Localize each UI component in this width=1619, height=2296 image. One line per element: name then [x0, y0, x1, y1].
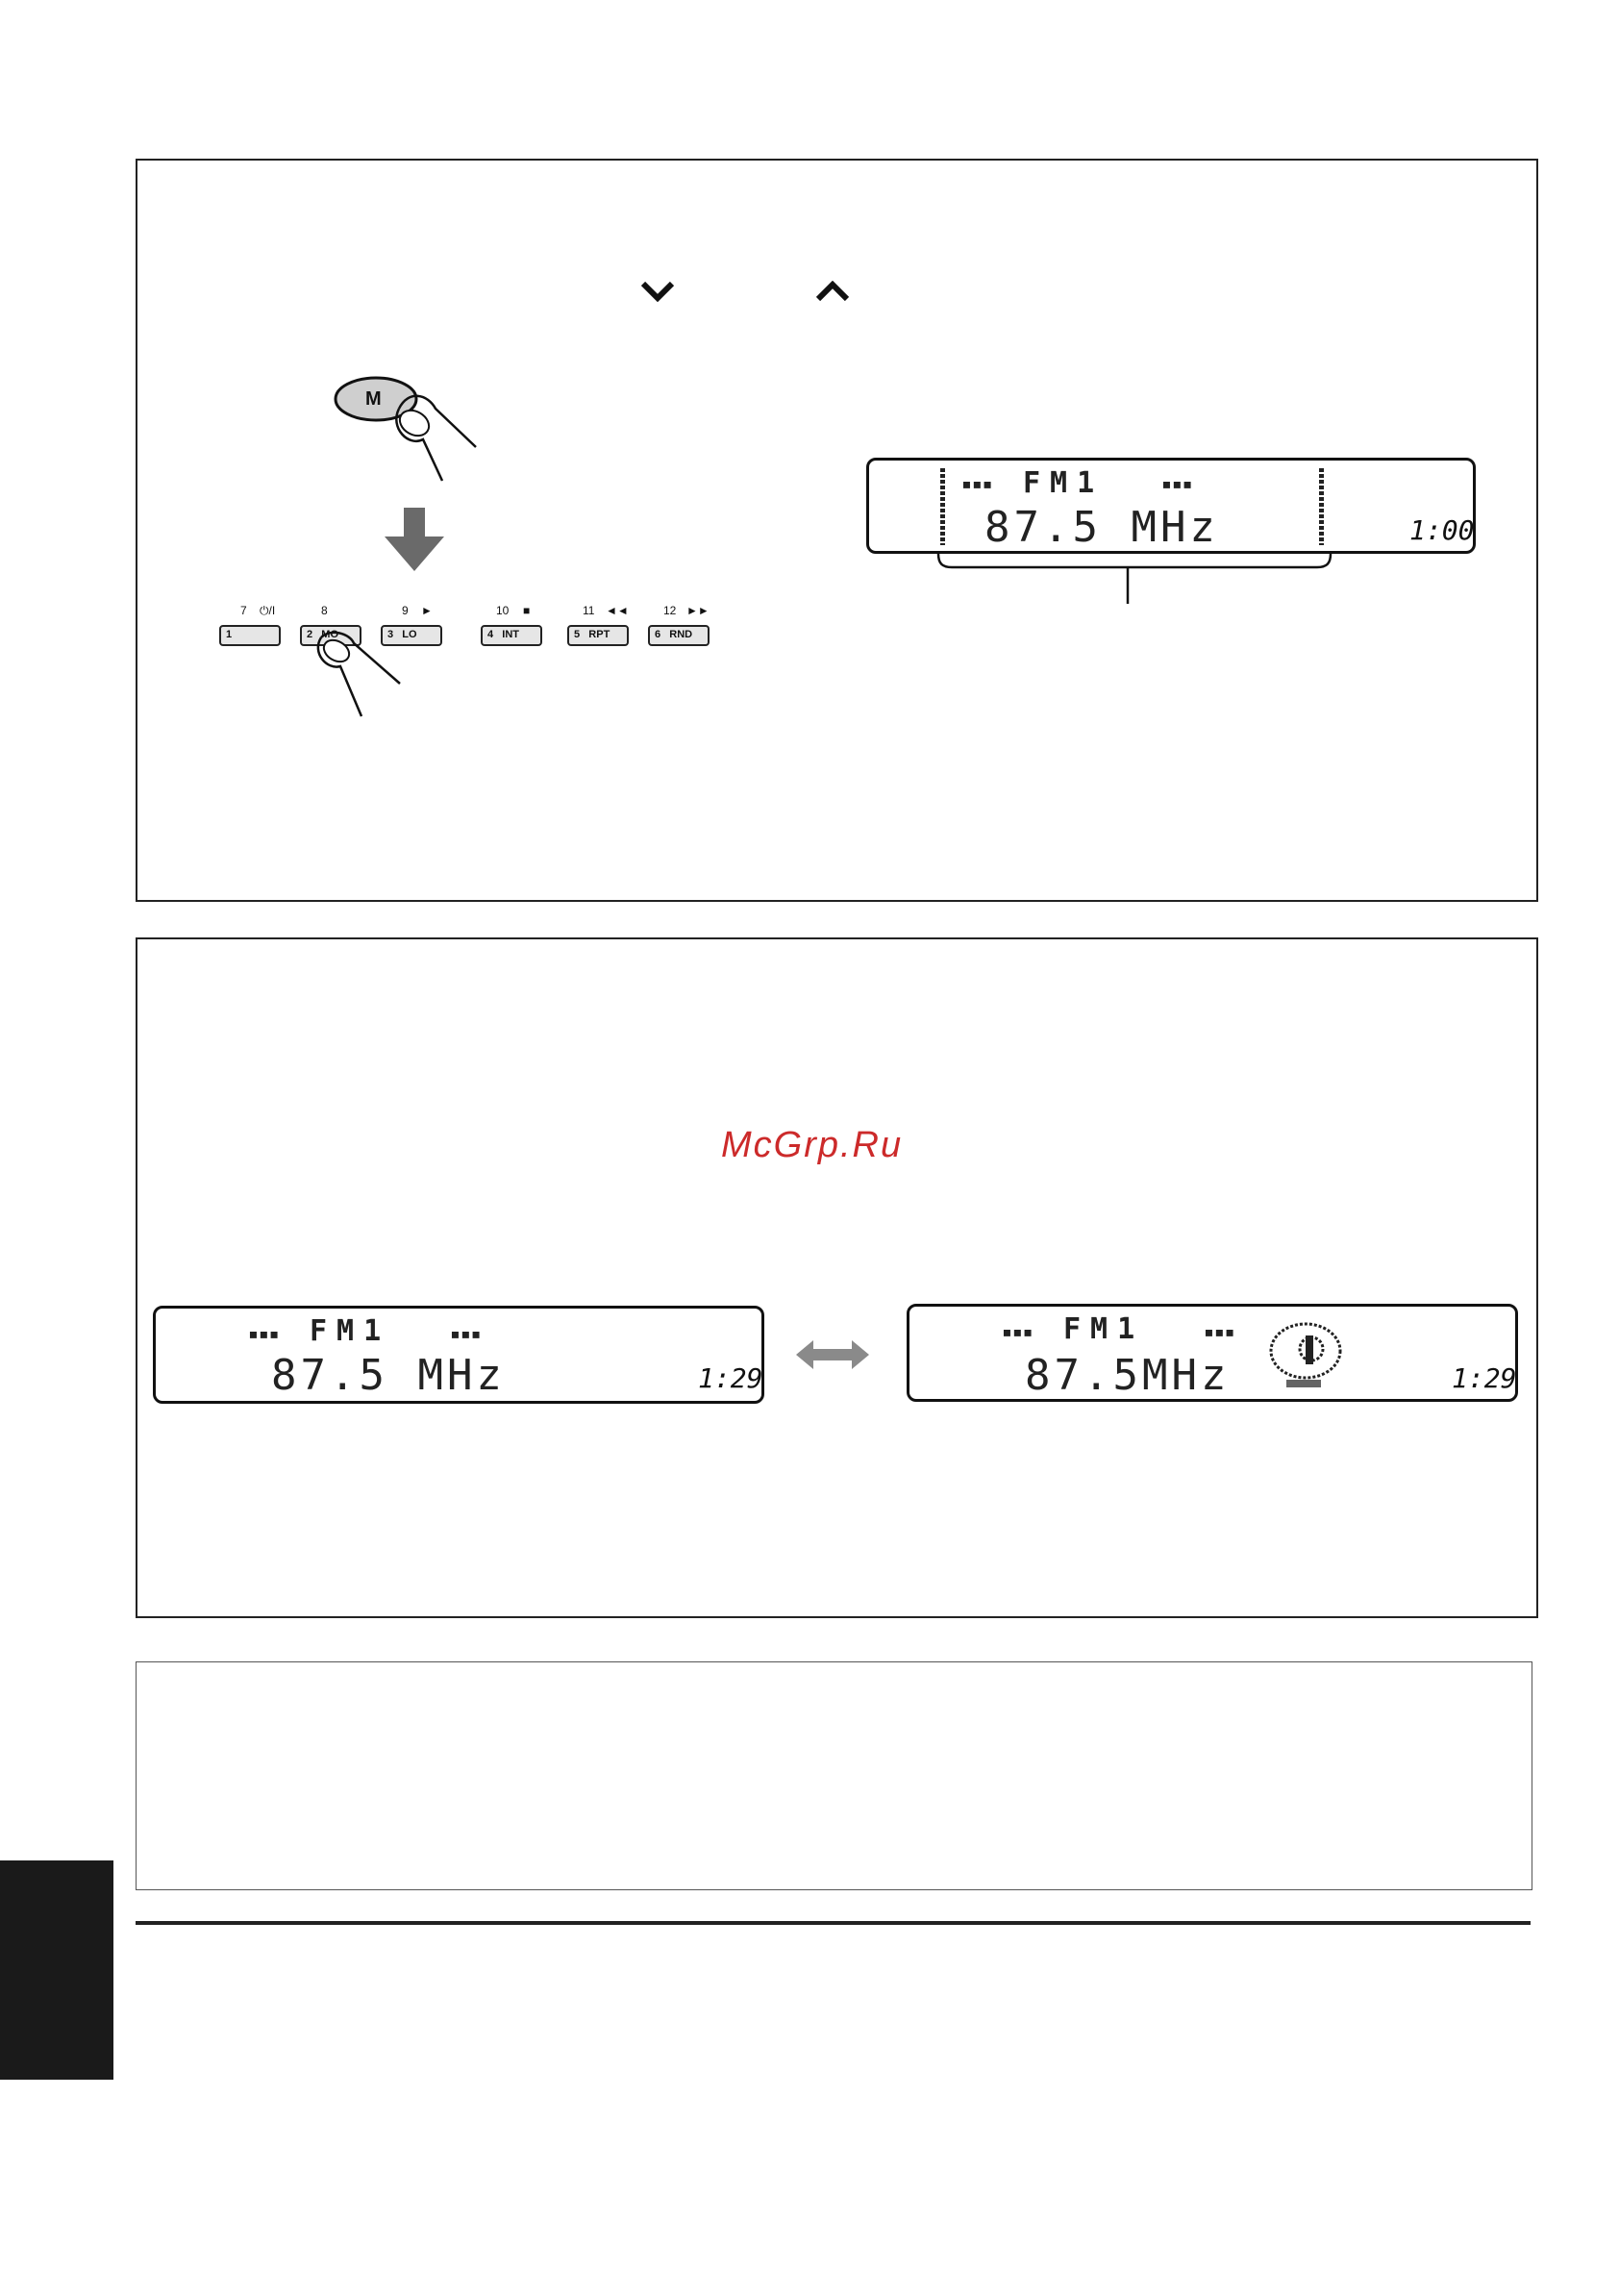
- signal-right-icon: ▪▪▪: [1204, 1322, 1235, 1342]
- m-button-press-illustration: [332, 370, 486, 486]
- watermark-text: McGrp.Ru: [721, 1125, 904, 1165]
- chevron-down-icon: [640, 281, 675, 302]
- display-panel: [866, 458, 1476, 554]
- down-arrow-icon: [385, 508, 444, 571]
- section-2-box: [136, 937, 1538, 1618]
- frequency-readout: 87.5MHz: [1025, 1351, 1231, 1400]
- display-panel-right: [907, 1304, 1518, 1402]
- level-bar-right-icon: [1319, 468, 1324, 545]
- bracket-indicator: [933, 554, 1336, 606]
- section-3-box: [136, 1661, 1532, 1890]
- signal-left-icon: ▪▪▪: [248, 1324, 280, 1344]
- band-indicator: FM1: [310, 1314, 391, 1348]
- side-tab: [0, 1860, 113, 2080]
- band-indicator: FM1: [1063, 1312, 1145, 1346]
- clock-readout: 1:29: [1452, 1362, 1517, 1394]
- signal-right-icon: ▪▪▪: [450, 1324, 482, 1344]
- signal-left-icon: ▪▪▪: [1002, 1322, 1034, 1342]
- animation-icon: [1261, 1312, 1357, 1395]
- display-panel-left: [153, 1306, 764, 1404]
- signal-left-icon: ▪▪▪: [961, 474, 993, 494]
- horizontal-rule: [136, 1921, 1531, 1925]
- clock-readout: 1:29: [698, 1362, 763, 1394]
- frequency-readout: 87.5 MHz: [984, 503, 1219, 552]
- level-bar-left-icon: [940, 468, 945, 545]
- chevron-up-icon: [815, 281, 850, 302]
- band-indicator: FM1: [1023, 466, 1105, 500]
- clock-readout: 1:00: [1409, 514, 1475, 546]
- double-arrow-icon: [796, 1338, 869, 1371]
- signal-right-icon: ▪▪▪: [1161, 474, 1193, 494]
- m-button-label: M: [365, 388, 382, 410]
- frequency-readout: 87.5 MHz: [271, 1351, 506, 1400]
- finger-press-illustration: [308, 630, 413, 726]
